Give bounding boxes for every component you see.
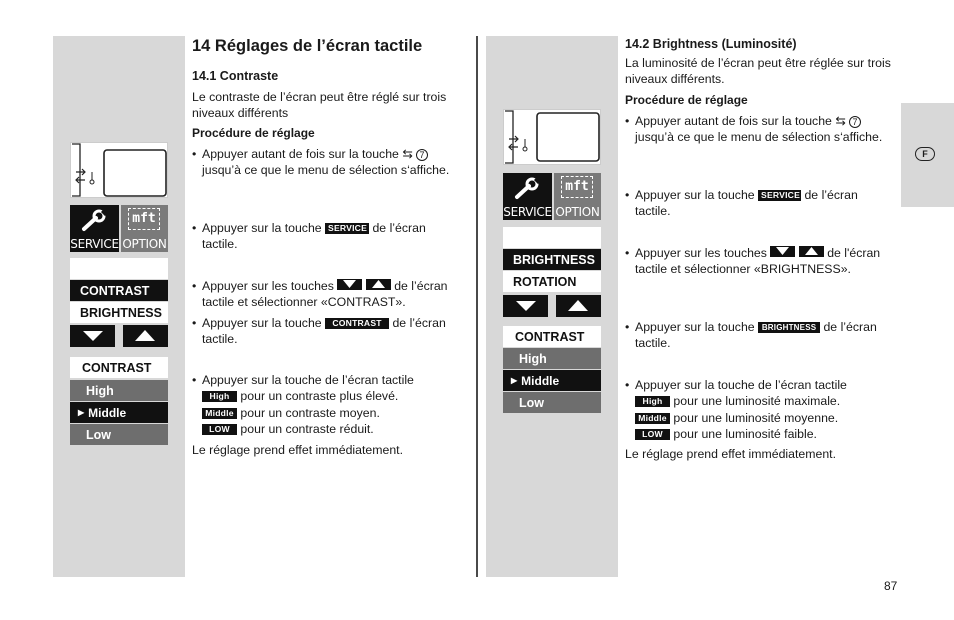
right-step-4-text: Appuyer sur la touche [635,320,755,334]
right-option-middle [635,410,900,426]
triangle-up-icon [568,300,588,311]
middle-chip: Middle [202,408,237,419]
left-step-4-text: Appuyer sur la touche [202,316,322,330]
mft-logo-right: mft [561,176,593,198]
service-button-right-label: SERVICE [503,205,552,219]
camera-display-figure-right [503,109,601,165]
service-button[interactable] [70,205,119,252]
low-chip: LOW [635,429,670,440]
brightness-chip: BRIGHTNESS [758,322,820,333]
service-button-label: SERVICE [70,237,119,251]
high-chip: High [202,391,237,402]
level-item-low[interactable]: Low [70,424,168,445]
section-heading-brightness: 14.2 Brightness (Luminosité) [625,37,797,51]
menu-item-brightness[interactable]: BRIGHTNESS [70,302,168,323]
level-item-middle-right[interactable] [503,370,601,391]
left-outro: Le réglage prend effet immédiatement. [192,443,403,457]
option-button-right[interactable] [554,173,601,220]
menu-item-rotation-right[interactable]: ROTATION [503,271,601,292]
right-step-1 [625,113,890,146]
left-step-5 [192,372,467,437]
swap-arrows-icon: ⇆ [402,147,413,161]
right-step-4-text-b: de l’écran tactile. [635,320,877,351]
option-button-right-label: OPTION [555,205,600,219]
column-divider [476,36,478,577]
left-option-low [202,421,467,437]
right-step-5-text: • Appuyer sur la touche de l’écran tactile [635,378,847,392]
right-option-low-text: pour une luminosité faible. [673,426,817,441]
left-step-5-text: • Appuyer sur la touche de l’écran tactile [202,373,414,387]
wrench-icon [513,177,543,201]
swap-arrows-icon: ⇆ [835,114,846,128]
right-step-2-text-b: de l’écran tactile. [635,188,858,219]
level-item-high[interactable]: High [70,380,168,401]
page-number: 87 [884,579,898,593]
service-button-right[interactable] [503,173,552,220]
service-chip-right: SERVICE [758,190,801,201]
low-chip: LOW [202,424,237,435]
menu-item-brightness-right[interactable]: BRIGHTNESS [503,249,601,270]
right-step-1-text: Appuyer autant de fois sur la touche [635,114,832,128]
key-7-icon: 7 [849,116,861,128]
left-step-1 [192,146,462,179]
right-option-high-text: pour une luminosité maximale. [673,394,841,409]
triangle-down-icon [83,331,103,341]
section-heading-contrast: 14.1 Contraste [192,69,279,83]
right-step-4 [625,319,900,352]
wrench-icon [80,209,110,233]
selected-caret-icon: ▶ [511,376,518,385]
empty-menu-bar [70,258,168,279]
right-step-2-text: Appuyer sur la touche [635,188,755,202]
level-header-right: CONTRAST [503,326,601,347]
camera-display-figure [70,142,168,198]
option-button[interactable] [121,205,168,252]
right-step-2 [625,187,890,220]
left-step-2-text-b: de l’écran tactile. [202,221,426,252]
left-step-3-text-b: de l’écran tactile et sélectionner «CONTRAST». [202,279,448,310]
right-option-low [635,426,900,442]
selected-caret-icon: ▶ [78,408,85,417]
level-item-high-right[interactable]: High [503,348,601,369]
left-option-low-text: pour un contraste réduit. [240,421,374,436]
left-step-2 [192,220,462,253]
left-option-middle-text: pour un contraste moyen. [240,405,380,420]
down-chip-icon [770,246,795,257]
left-option-high [202,388,467,404]
contrast-chip: CONTRAST [325,318,389,329]
brightness-intro: La luminosité de l’écran peut être réglée sur trois niveaux différents. [625,56,891,87]
mft-logo: mft [128,208,160,230]
right-option-high [635,393,900,409]
level-item-middle-right-label: Middle [521,373,560,388]
right-step-3-text: Appuyer sur les touches [635,246,767,260]
procedure-heading-left: Procédure de réglage [192,126,315,140]
level-header-contrast: CONTRAST [70,357,168,378]
down-arrow-button[interactable] [70,325,115,347]
left-step-3-text: Appuyer sur les touches [202,279,334,293]
triangle-up-icon [135,330,155,341]
up-arrow-button[interactable] [123,325,168,347]
left-step-4 [192,315,467,348]
menu-item-contrast[interactable]: CONTRAST [70,280,168,301]
level-item-low-right[interactable]: Low [503,392,601,413]
right-step-3-text-b: de l'écran tactile et sélectionner «BRIGHTNESS». [635,246,881,277]
key-7-icon: 7 [416,149,428,161]
left-step-4-text-b: de l’écran tactile. [202,316,446,347]
language-tab-label: F [915,147,935,161]
high-chip: High [635,396,670,407]
left-step-1-text: Appuyer autant de fois sur la touche [202,147,399,161]
contrast-intro: Le contraste de l’écran peut être réglé sur trois niveaux différents [192,90,447,121]
procedure-heading-right: Procédure de réglage [625,93,748,107]
left-option-middle [202,405,467,421]
level-item-middle[interactable] [70,402,168,423]
left-option-high-text: pour un contraste plus élevé. [240,389,399,404]
right-step-3 [625,245,890,278]
level-item-middle-label: Middle [88,405,127,420]
right-step-1-text-b: jusqu’à ce que le menu de sélection s‘affiche. [635,130,883,145]
left-step-2-text: Appuyer sur la touche [202,221,322,235]
page-title: 14 Réglages de l’écran tactile [192,37,423,55]
down-chip-icon [337,279,362,290]
up-chip-icon [799,246,824,257]
right-step-5 [625,377,900,442]
left-step-1-text-b: jusqu’à ce que le menu de sélection s‘affiche. [202,163,450,178]
triangle-down-icon [516,301,536,311]
up-chip-icon [366,279,391,290]
right-outro: Le réglage prend effet immédiatement. [625,447,836,461]
up-arrow-button-right[interactable] [556,295,601,317]
option-button-label: OPTION [122,237,167,251]
service-chip: SERVICE [325,223,369,234]
down-arrow-button-right[interactable] [503,295,548,317]
middle-chip: Middle [635,413,670,424]
right-option-middle-text: pour une luminosité moyenne. [673,410,839,425]
empty-menu-bar-right [503,227,601,248]
left-step-3 [192,278,464,311]
